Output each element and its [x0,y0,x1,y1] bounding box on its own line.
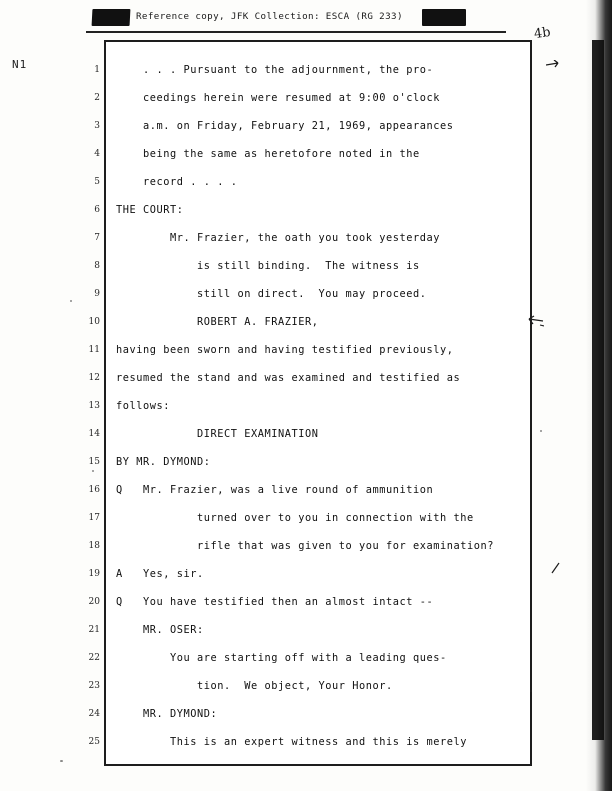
transcript-line: turned over to you in connection with the [116,512,474,524]
line-number: 2 [94,93,100,103]
transcript-line: follows: [116,400,170,412]
transcript-line: having been sworn and having testified previously, [116,344,454,356]
line-number: 6 [94,205,100,215]
line-number: 4 [94,149,100,159]
redaction-block-left [92,9,131,26]
redaction-block-right [422,9,466,26]
transcript-body [116,56,516,756]
line-number-column [82,56,100,756]
transcript-line: Mr. Frazier, the oath you took yesterday [116,232,440,244]
line-number: 15 [88,457,100,467]
transcript-line: . . . Pursuant to the adjournment, the pro- [116,64,434,76]
transcript-line: rifle that was given to you for examination? [116,540,494,552]
transcript-line: is still binding. The witness is [116,260,420,272]
line-number: 14 [88,429,100,439]
transcript-line: ceedings herein were resumed at 9:00 o'clock [116,92,440,104]
scan-speck [92,470,94,472]
line-number: 7 [94,233,100,243]
margin-tick-icon [551,562,561,574]
line-number: 23 [88,681,100,691]
line-number: 11 [88,345,100,355]
line-number: 19 [88,569,100,579]
transcript-line: You are starting off with a leading ques- [116,652,447,664]
line-number: 3 [94,121,100,131]
transcript-line: still on direct. You may proceed. [116,288,427,300]
line-number: 16 [88,485,100,495]
line-number: 9 [94,289,100,299]
transcript-line: MR. DYMOND: [116,708,218,720]
line-number: 18 [88,541,100,551]
margin-label: N1 [12,58,28,71]
scan-speck [60,760,63,762]
scan-speck [540,430,542,432]
transcript-line: record . . . . [116,176,238,188]
line-number: 22 [88,653,100,663]
transcript-line: Q You have testified then an almost intact -- [116,596,434,608]
line-number: 24 [88,709,100,719]
transcript-line: ROBERT A. FRAZIER, [116,316,319,328]
line-number: 21 [88,625,100,635]
line-number: 5 [94,177,100,187]
reference-stamp-text: Reference copy, JFK Collection: ESCA (RG 233) [136,11,403,22]
transcript-line: A Yes, sir. [116,568,204,580]
line-number: 13 [88,401,100,411]
transcript-line: Q Mr. Frazier, was a live round of ammunition [116,484,434,496]
scan-speck [530,690,532,692]
transcript-line: resumed the stand and was examined and testified as [116,372,461,384]
scan-speck [70,300,72,302]
line-number: 1 [94,65,100,75]
line-number: 20 [88,597,100,607]
margin-arrow-icon [526,315,544,327]
line-number: 12 [88,373,100,383]
handwritten-page-mark: 4b [533,24,552,43]
line-number: 8 [94,261,100,271]
transcript-line: tion. We object, Your Honor. [116,680,393,692]
line-number: 25 [88,737,100,747]
transcript-line: BY MR. DYMOND: [116,456,211,468]
transcript-line: a.m. on Friday, February 21, 1969, appearances [116,120,454,132]
scan-edge-band [592,40,604,740]
transcript-line: This is an expert witness and this is merely [116,736,467,748]
header-rule [86,31,506,33]
margin-arrow-icon [546,60,560,70]
transcript-line: being the same as heretofore noted in the [116,148,420,160]
transcript-line: THE COURT: [116,204,184,216]
line-number: 17 [88,513,100,523]
line-number: 10 [88,317,100,327]
transcript-line: MR. OSER: [116,624,204,636]
transcript-line: DIRECT EXAMINATION [116,428,319,440]
